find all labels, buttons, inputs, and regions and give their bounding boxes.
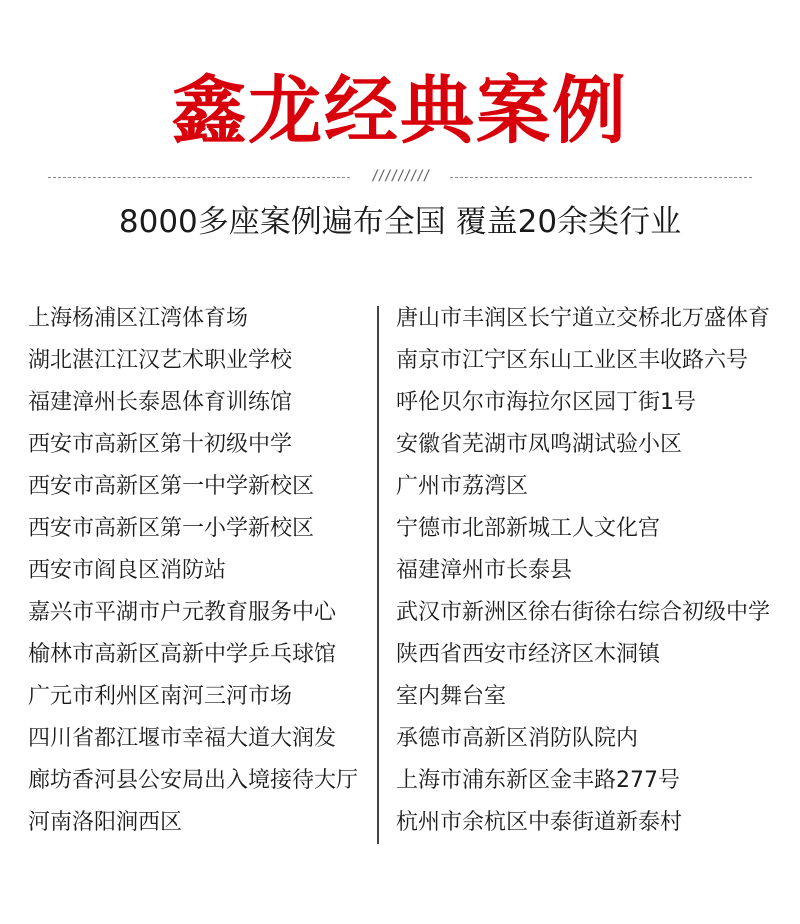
case-item: 广元市利州区南河三河市场 (28, 684, 293, 709)
case-item: 上海杨浦区江湾体育场 (28, 306, 249, 331)
case-item: 嘉兴市平湖市户元教育服务中心 (28, 600, 337, 625)
case-item: 宁德市北部新城工人文化宫 (396, 516, 661, 541)
case-list-right (396, 298, 796, 844)
case-item: 四川省都江堰市幸福大道大润发 (28, 726, 337, 751)
case-item: 福建漳州市长泰县 (396, 558, 573, 583)
case-list-left (28, 298, 373, 844)
title-divider (48, 170, 752, 184)
case-item: 杭州市余杭区中泰街道新泰村 (396, 810, 683, 835)
case-item: 室内舞台室 (396, 684, 507, 709)
page-subtitle: 8000多座案例遍布全国 覆盖20余类行业 (118, 204, 682, 240)
case-item: 廊坊香河县公安局出入境接待大厅 (28, 768, 359, 793)
case-item: 西安市高新区第一小学新校区 (28, 516, 315, 541)
case-item: 陕西省西安市经济区木洞镇 (396, 642, 661, 667)
case-item: 上海市浦东新区金丰路277号 (396, 768, 680, 793)
column-divider-line (377, 306, 379, 844)
case-item: 呼伦贝尔市海拉尔区园丁街1号 (396, 390, 696, 415)
case-item: 河南洛阳涧西区 (28, 810, 183, 835)
case-item: 西安市高新区第十初级中学 (28, 432, 293, 457)
page-title: 鑫龙经典案例 (172, 68, 628, 154)
divider-slash-mark: ///////// (371, 168, 429, 184)
divider-dashed-line-left (48, 177, 350, 178)
case-item: 承德市高新区消防队院内 (396, 726, 639, 751)
case-item: 南京市江宁区东山工业区丰收路六号 (396, 348, 749, 373)
divider-dashed-line-right (450, 177, 752, 178)
case-item: 广州市荔湾区 (396, 474, 529, 499)
case-item: 榆林市高新区高新中学乒乓球馆 (28, 642, 337, 667)
case-item: 湖北湛江江汉艺术职业学校 (28, 348, 293, 373)
case-item: 武汉市新洲区徐右街徐右综合初级中学 (396, 600, 771, 625)
case-item: 西安市阎良区消防站 (28, 558, 227, 583)
case-item: 安徽省芜湖市凤鸣湖试验小区 (396, 432, 683, 457)
case-item: 西安市高新区第一中学新校区 (28, 474, 315, 499)
case-item: 福建漳州长泰恩体育训练馆 (28, 390, 293, 415)
case-item: 唐山市丰润区长宁道立交桥北万盛体育 (396, 306, 771, 331)
